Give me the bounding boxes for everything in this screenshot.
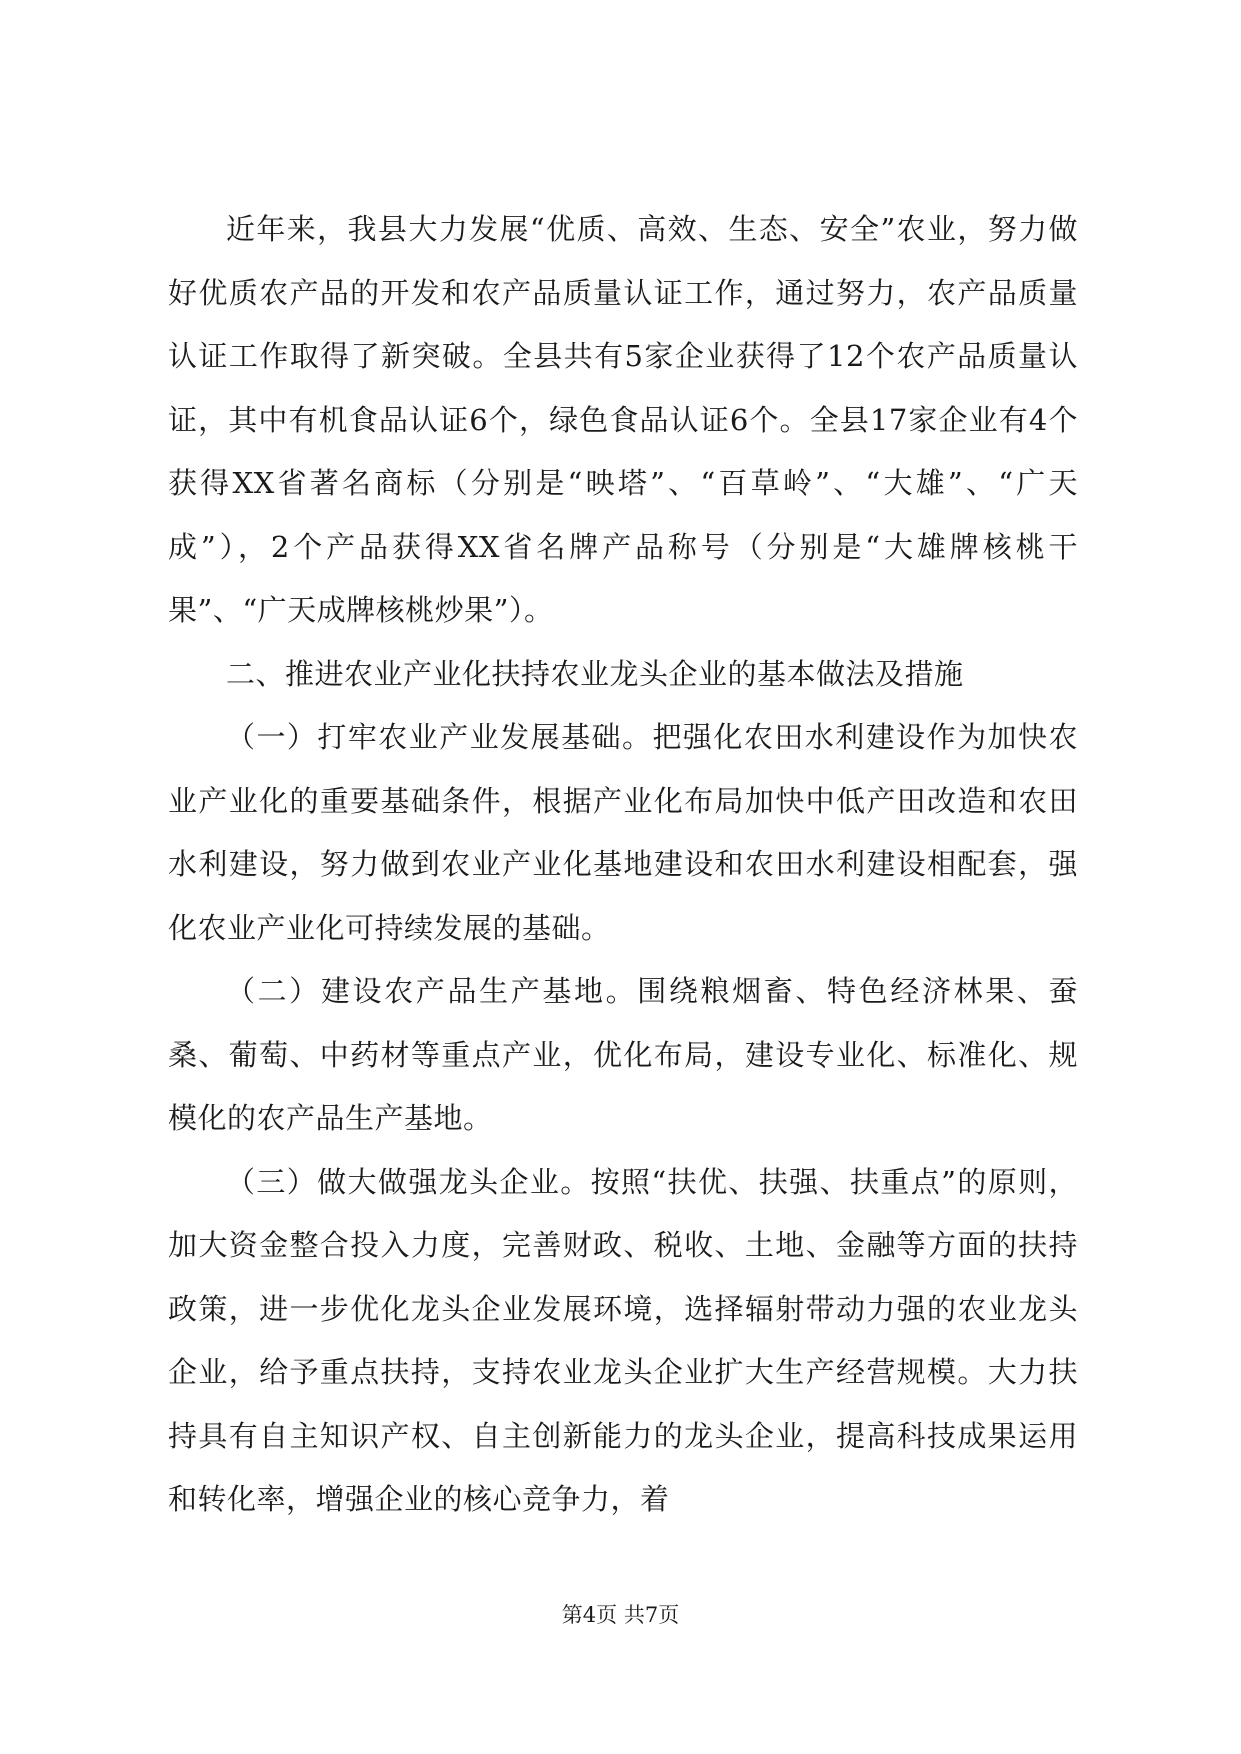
paragraph-measure-2: （二）建设农产品生产基地。围绕粮烟畜、特色经济林果、蚕桑、葡萄、中药材等重点产业，优化布局，建设专业化、标准化、规模化的农产品生产基地。 — [168, 974, 1078, 1135]
paragraph-intro: 近年来，我县大力发展“优质、高效、生态、安全”农业，努力做好优质农产品的开发和农产品质量认证工作，通过努力，农产品质量认证工作取得了新突破。全县共有5家企业获得了12个农产品质量认证，其中有机食品认证6个，绿色食品认证6个。全县17家企业有4个获得XX省著名商标（分别是“映塔”、“百草岭”、“大雄”、“广天成”），2个产品获得XX省名牌产品称号（分别是“大雄牌核桃干果”、“广天成牌核桃炒果”）。 — [168, 212, 1078, 627]
section-heading: 二、推进农业产业化扶持农业龙头企业的基本做法及措施 — [226, 656, 964, 691]
paragraph-measure-3: （三）做大做强龙头企业。按照“扶优、扶强、扶重点”的原则，加大资金整合投入力度，完善财政、税收、土地、金融等方面的扶持政策，进一步优化龙头企业发展环境，选择辐射带动力强的农业龙头企业，给予重点扶持，支持农业龙头企业扩大生产经营规模。大力扶持具有自主知识产权、自主创新能力的龙头企业，提高科技成果运用和转化率，增强企业的核心竞争力，着 — [168, 1164, 1078, 1516]
paragraph-measure-1: （一）打牢农业产业发展基础。把强化农田水利建设作为加快农业产业化的重要基础条件，根据产业化布局加快中低产田改造和农田水利建设，努力做到农业产业化基地建设和农田水利建设相配套，强化农业产业化可持续发展的基础。 — [168, 720, 1078, 945]
page-footer: 第4页 共7页 — [561, 1603, 680, 1627]
document-body — [168, 198, 1078, 1532]
